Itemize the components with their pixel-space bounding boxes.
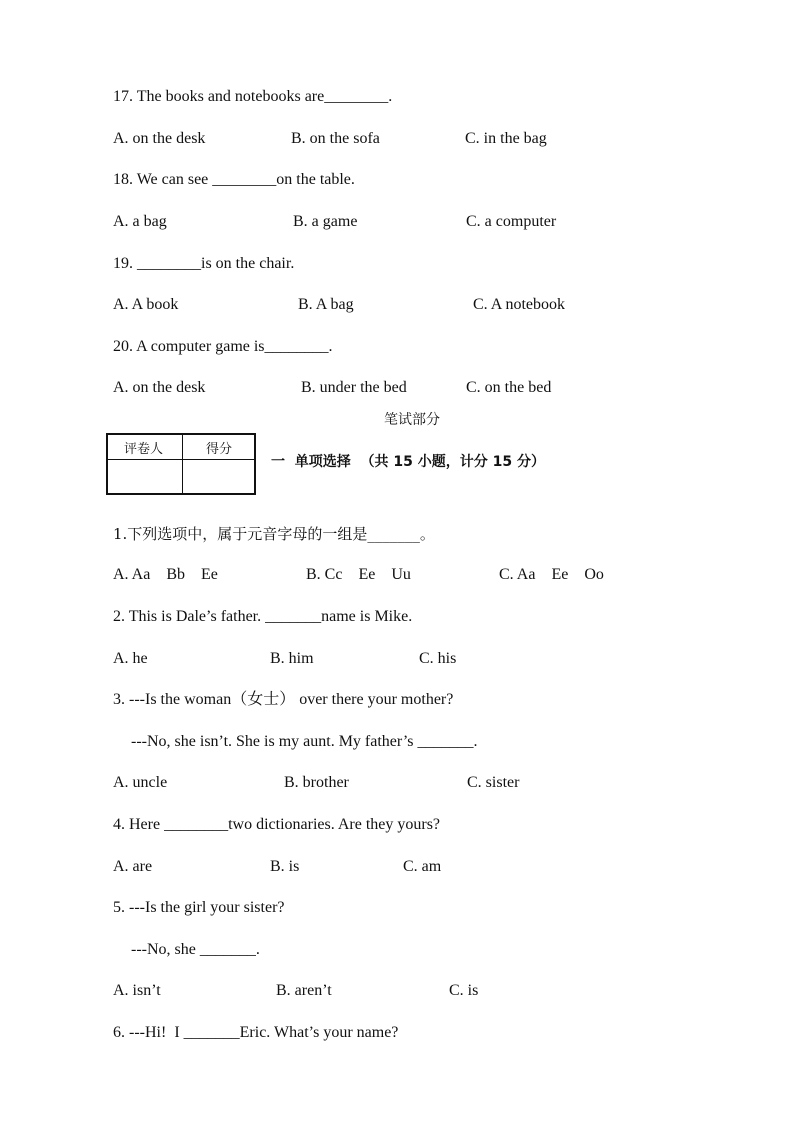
written-question-3-option-b: B. brother (284, 774, 349, 791)
written-question-2-option-b: B. him (270, 650, 314, 667)
question-20-option-a: A. on the desk (113, 379, 206, 396)
question-17-option-a: A. on the desk (113, 130, 206, 147)
written-question-3-option-a: A. uncle (113, 774, 168, 791)
question-18-option-b: B. a game (293, 213, 358, 230)
question-17-option-b: B. on the sofa (291, 130, 380, 147)
written-question-2-option-a: A. he (113, 650, 148, 667)
written-question-3-stem-reply: ---No, she isn’t. She is my aunt. My father’s _______. (131, 733, 478, 750)
written-question-3-stem: 3. ---Is the woman（女士） over there your mother? (113, 691, 454, 708)
written-question-2-stem: 2. This is Dale’s father. _______name is Mike. (113, 608, 413, 625)
score-label: 得分 (206, 442, 233, 457)
written-question-6-stem: 6. ---Hi! I _______Eric. What’s your name? (113, 1024, 399, 1041)
question-18-stem: 18. We can see ________on the table. (113, 171, 355, 188)
question-19-option-c: C. A notebook (473, 296, 566, 313)
question-20-option-c: C. on the bed (466, 379, 552, 396)
written-question-3-option-c: C. sister (467, 774, 520, 791)
written-question-5-option-c: C. is (449, 982, 479, 999)
written-question-4-option-b: B. is (270, 858, 300, 875)
written-question-4-stem: 4. Here ________two dictionaries. Are they yours? (113, 816, 441, 833)
written-question-1-option-c: C. Aa Ee Oo (499, 566, 604, 583)
question-17-stem: 17. The books and notebooks are________. (113, 88, 393, 105)
question-19-option-b: B. A bag (298, 296, 354, 313)
written-question-2-option-c: C. his (419, 650, 457, 667)
section-title: 一 单项选择 （共 15 小题，计分 15 分） (271, 454, 545, 470)
written-question-1-option-b: B. Cc Ee Uu (306, 566, 411, 583)
written-question-4-option-c: C. am (403, 858, 442, 875)
score-table (106, 433, 256, 495)
written-question-5-stem: 5. ---Is the girl your sister? (113, 899, 285, 916)
written-question-4-option-a: A. are (113, 858, 153, 875)
written-question-5-stem-reply: ---No, she _______. (131, 941, 260, 958)
question-18-option-a: A. a bag (113, 213, 167, 230)
question-20-stem: 20. A computer game is________. (113, 338, 333, 355)
question-17-option-c: C. in the bag (465, 130, 547, 147)
written-question-5-option-b: B. aren’t (276, 982, 332, 999)
question-19-option-a: A. A book (113, 296, 179, 313)
question-19-stem: 19. ________is on the chair. (113, 255, 295, 272)
score-table-divider (182, 435, 183, 493)
question-20-option-b: B. under the bed (301, 379, 407, 396)
written-part-heading: 笔试部分 (384, 412, 440, 428)
question-18-option-c: C. a computer (466, 213, 557, 230)
written-question-1-option-a: A. Aa Bb Ee (113, 566, 218, 583)
written-question-5-option-a: A. isn’t (113, 982, 161, 999)
reviewer-label: 评卷人 (124, 442, 164, 457)
written-question-1-stem: 1.下列选项中，属于元音字母的一组是_______。 (113, 525, 435, 543)
